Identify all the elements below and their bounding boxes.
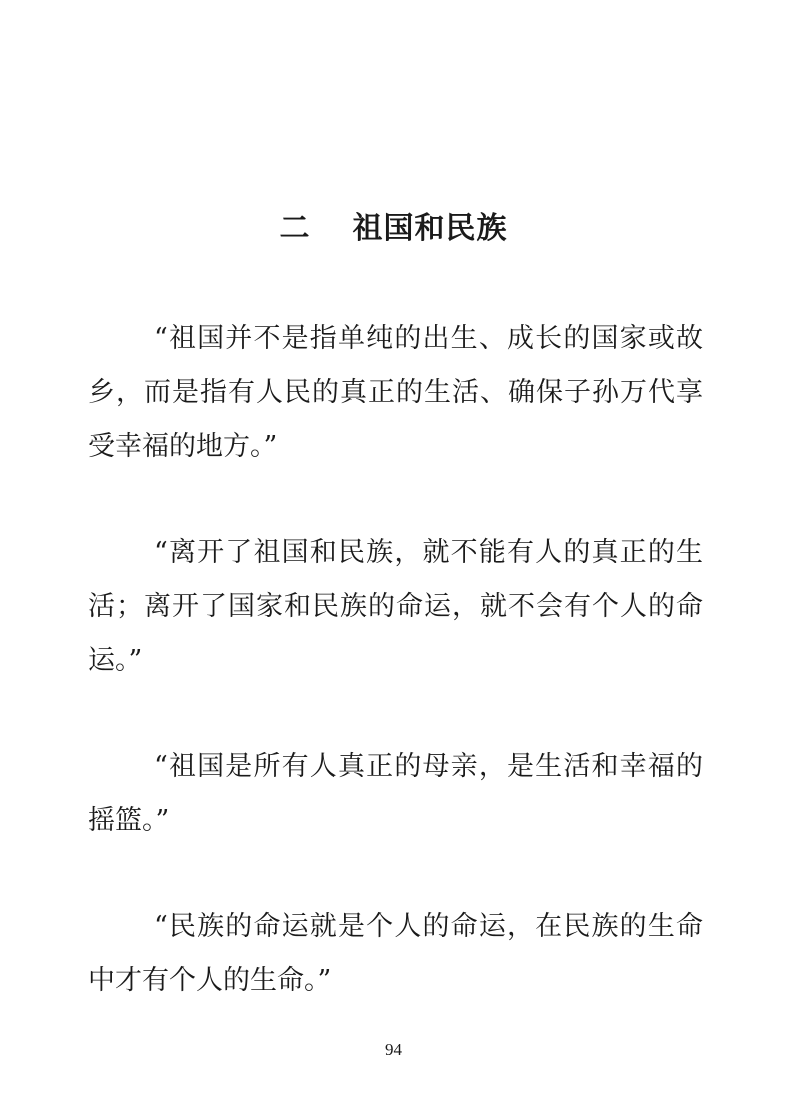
section-title: 祖国和民族 (352, 211, 508, 246)
section-heading (0, 204, 787, 254)
page-number: 94 (385, 1040, 402, 1059)
section-number: 二 (279, 211, 311, 246)
quote-paragraph-1: “祖国并不是指单纯的出生、成长的国家或故乡，而是指有人民的真正的生活、确保子孙万代享受幸福的地方。” (88, 323, 703, 462)
quote-paragraph-4: “民族的命运就是个人的命运，在民族的生命中才有个人的生命。” (88, 911, 703, 996)
quote-paragraph-2: “离开了祖国和民族，就不能有人的真正的生活；离开了国家和民族的命运，就不会有个人的命运。” (88, 537, 703, 676)
quote-paragraph-3: “祖国是所有人真正的母亲，是生活和幸福的摇篮。” (88, 751, 703, 836)
